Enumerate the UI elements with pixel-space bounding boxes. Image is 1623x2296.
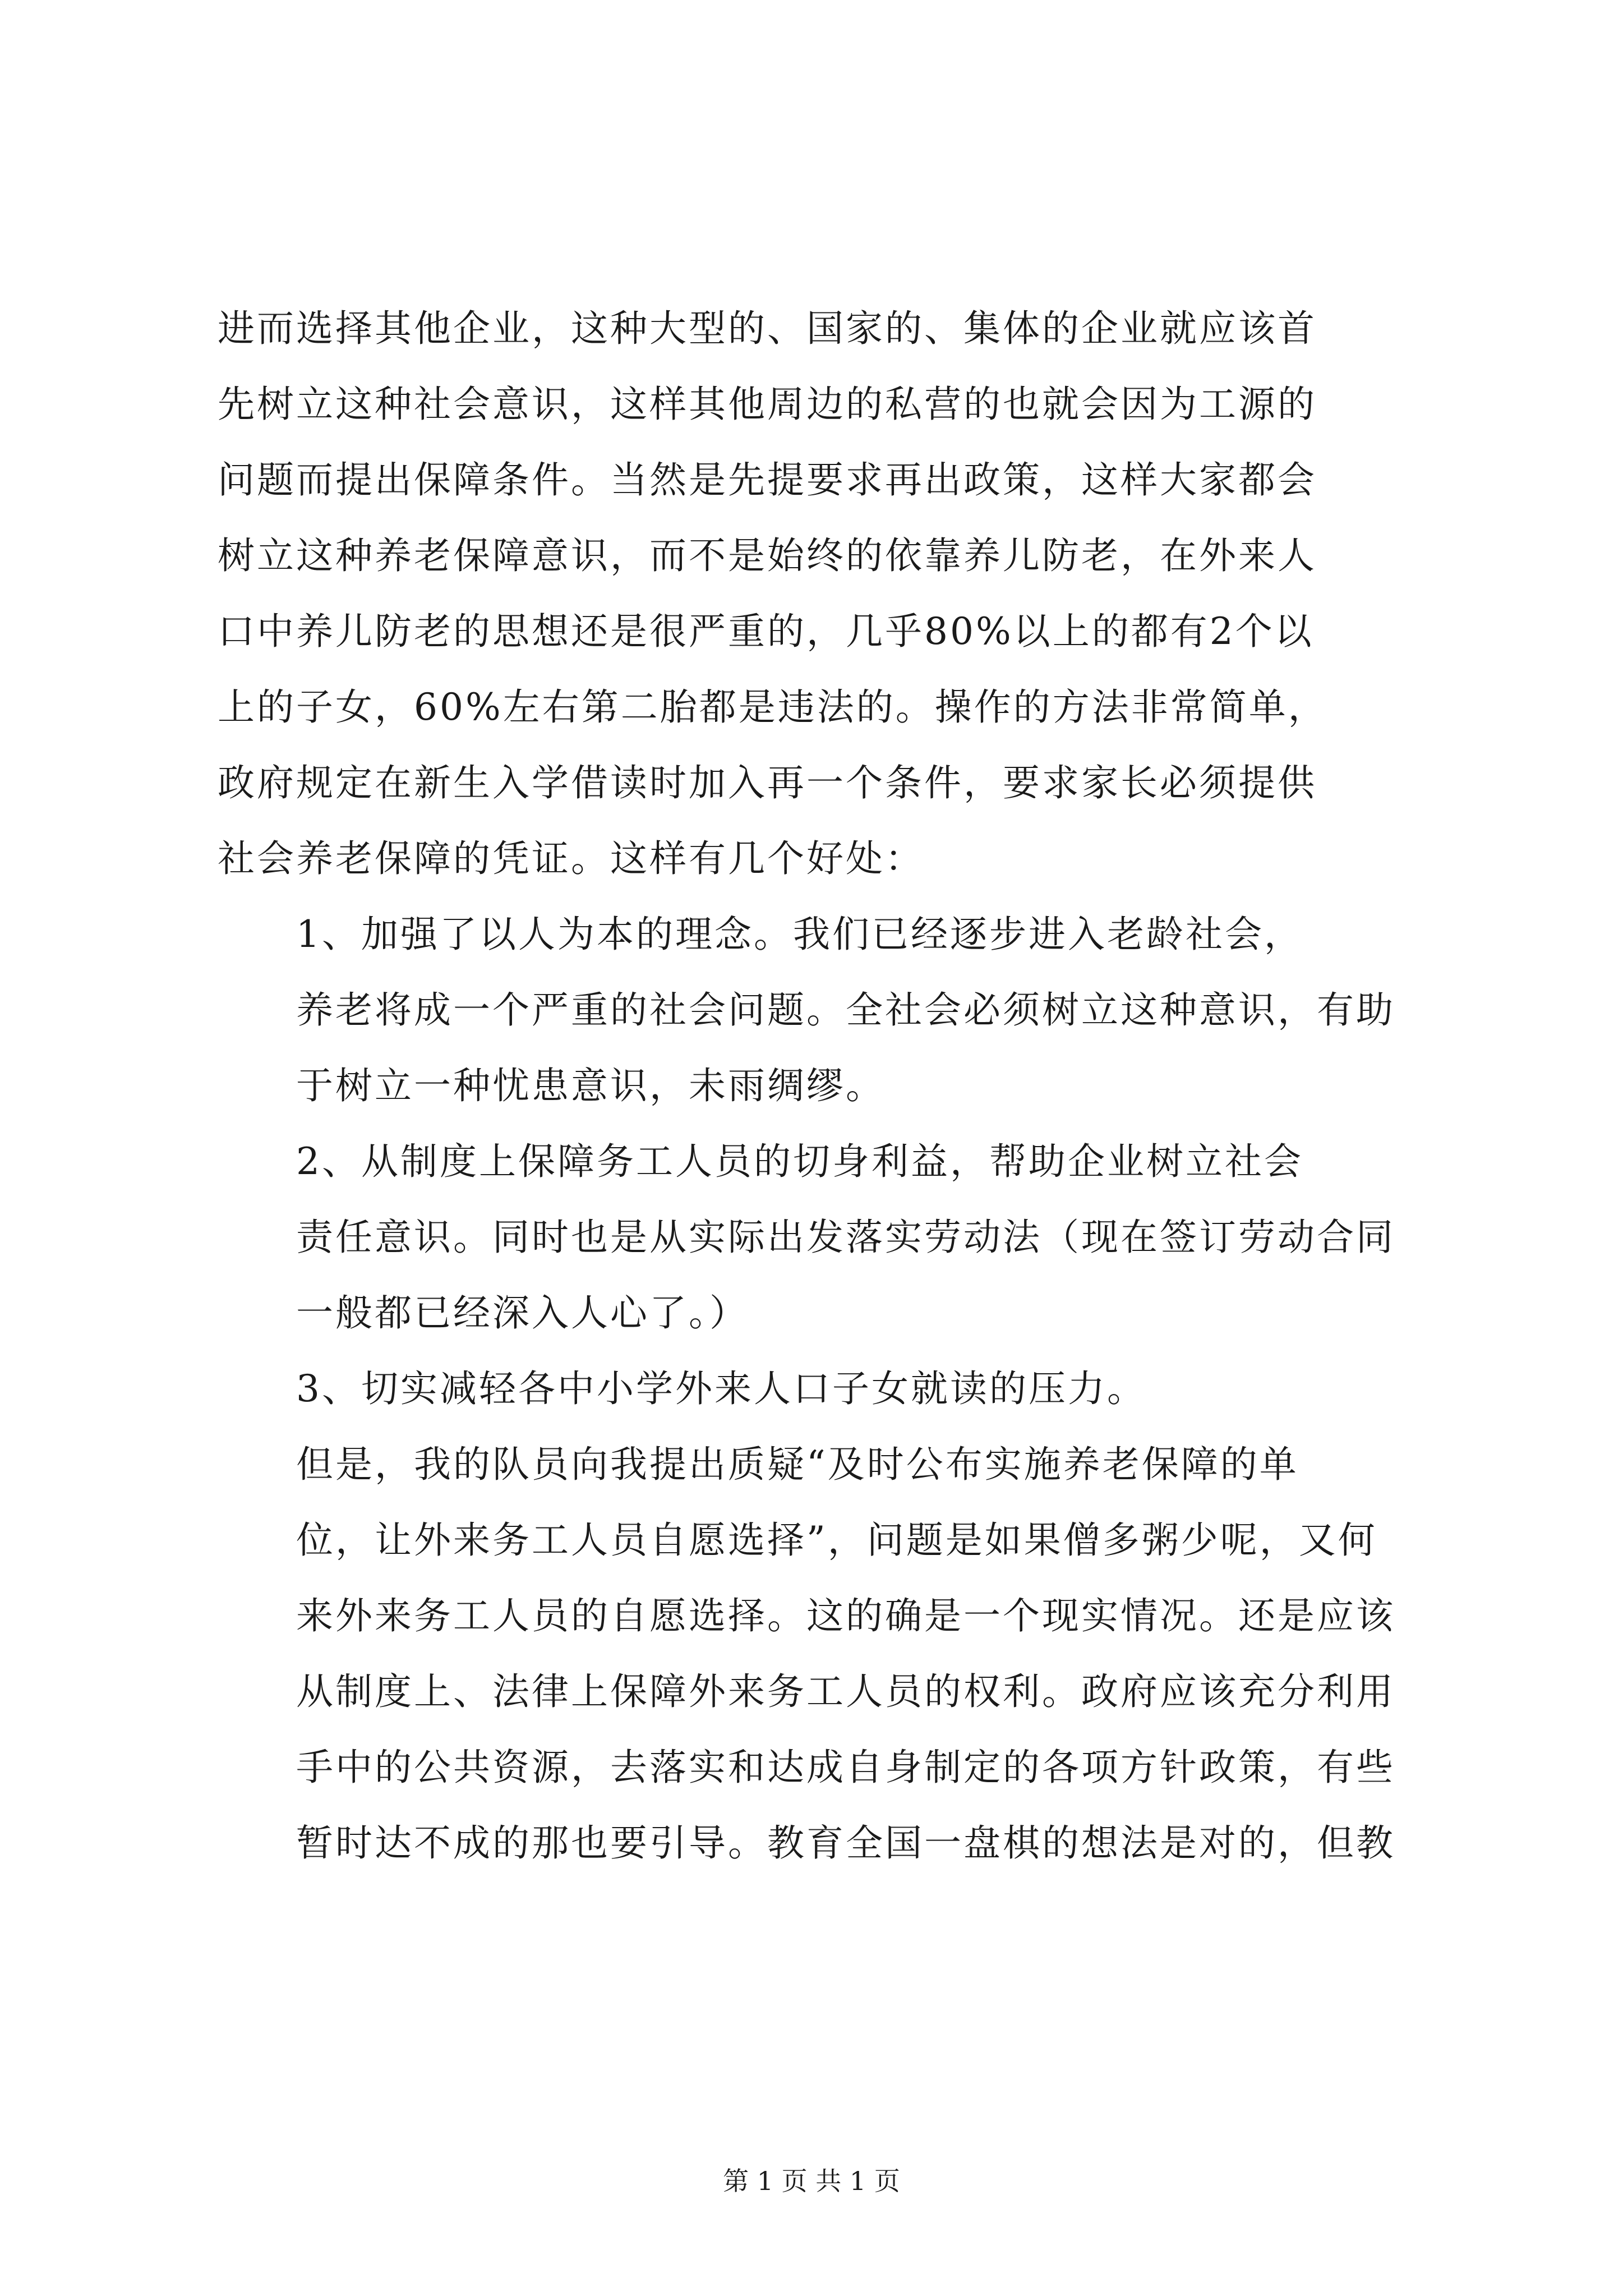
- text-line: 1、加强了以人为本的理念。我们已经逐步进入老龄社会，: [296, 913, 1303, 956]
- text-line: 口中养儿防老的思想还是很严重的，几乎80%以上的都有2个以: [218, 610, 1314, 653]
- text-line: 先树立这种社会意识，这样其他周边的私营的也就会因为工源的: [218, 383, 1317, 426]
- text-line: 手中的公共资源，去落实和达成自身制定的各项方针政策，有些: [296, 1746, 1395, 1789]
- text-line: 树立这种养老保障意识，而不是始终的依靠养儿防老，在外来人: [218, 534, 1317, 577]
- paragraph: [218, 291, 1418, 896]
- text-line: 上的子女，60%左右第二胎都是违法的。操作的方法非常简单，: [218, 685, 1327, 729]
- text-line: 于树立一种忧患意识，未雨绸缪。: [296, 1064, 885, 1107]
- paragraph: [218, 1351, 1418, 1427]
- text-line: 但是，我的队员向我提出质疑“及时公布实施养老保障的单: [296, 1443, 1299, 1486]
- paragraph: [218, 1124, 1418, 1351]
- text-line: 责任意识。同时也是从实际出发落实劳动法（现在签订劳动合同: [296, 1216, 1395, 1259]
- paragraph: [218, 1427, 1418, 1881]
- page-footer: 第 1 页 共 1 页: [723, 2166, 900, 2196]
- text-line: 社会养老保障的凭证。这样有几个好处：: [218, 837, 924, 880]
- text-line: 进而选择其他企业，这种大型的、国家的、集体的企业就应该首: [218, 307, 1317, 350]
- text-line: 从制度上、法律上保障外来务工人员的权利。政府应该充分利用: [296, 1670, 1395, 1713]
- document-body: [218, 291, 1418, 1881]
- text-line: 来外来务工人员的自愿选择。这的确是一个现实情况。还是应该: [296, 1594, 1395, 1637]
- text-line: 2、从制度上保障务工人员的切身利益，帮助企业树立社会: [296, 1140, 1303, 1183]
- text-line: 3、切实减轻各中小学外来人口子女就读的压力。: [296, 1367, 1146, 1410]
- text-line: 养老将成一个严重的社会问题。全社会必须树立这种意识，有助: [296, 988, 1395, 1032]
- text-line: 问题而提出保障条件。当然是先提要求再出政策，这样大家都会: [218, 458, 1317, 501]
- text-line: 政府规定在新生入学借读时加入再一个条件，要求家长必须提供: [218, 761, 1317, 804]
- text-line: 一般都已经深入人心了。）: [296, 1291, 749, 1335]
- text-line: 暂时达不成的那也要引导。教育全国一盘棋的想法是对的，但教: [296, 1821, 1395, 1865]
- paragraph: [218, 896, 1418, 1124]
- text-line: 位，让外来务工人员自愿选择”，问题是如果僧多粥少呢，又何: [296, 1519, 1377, 1562]
